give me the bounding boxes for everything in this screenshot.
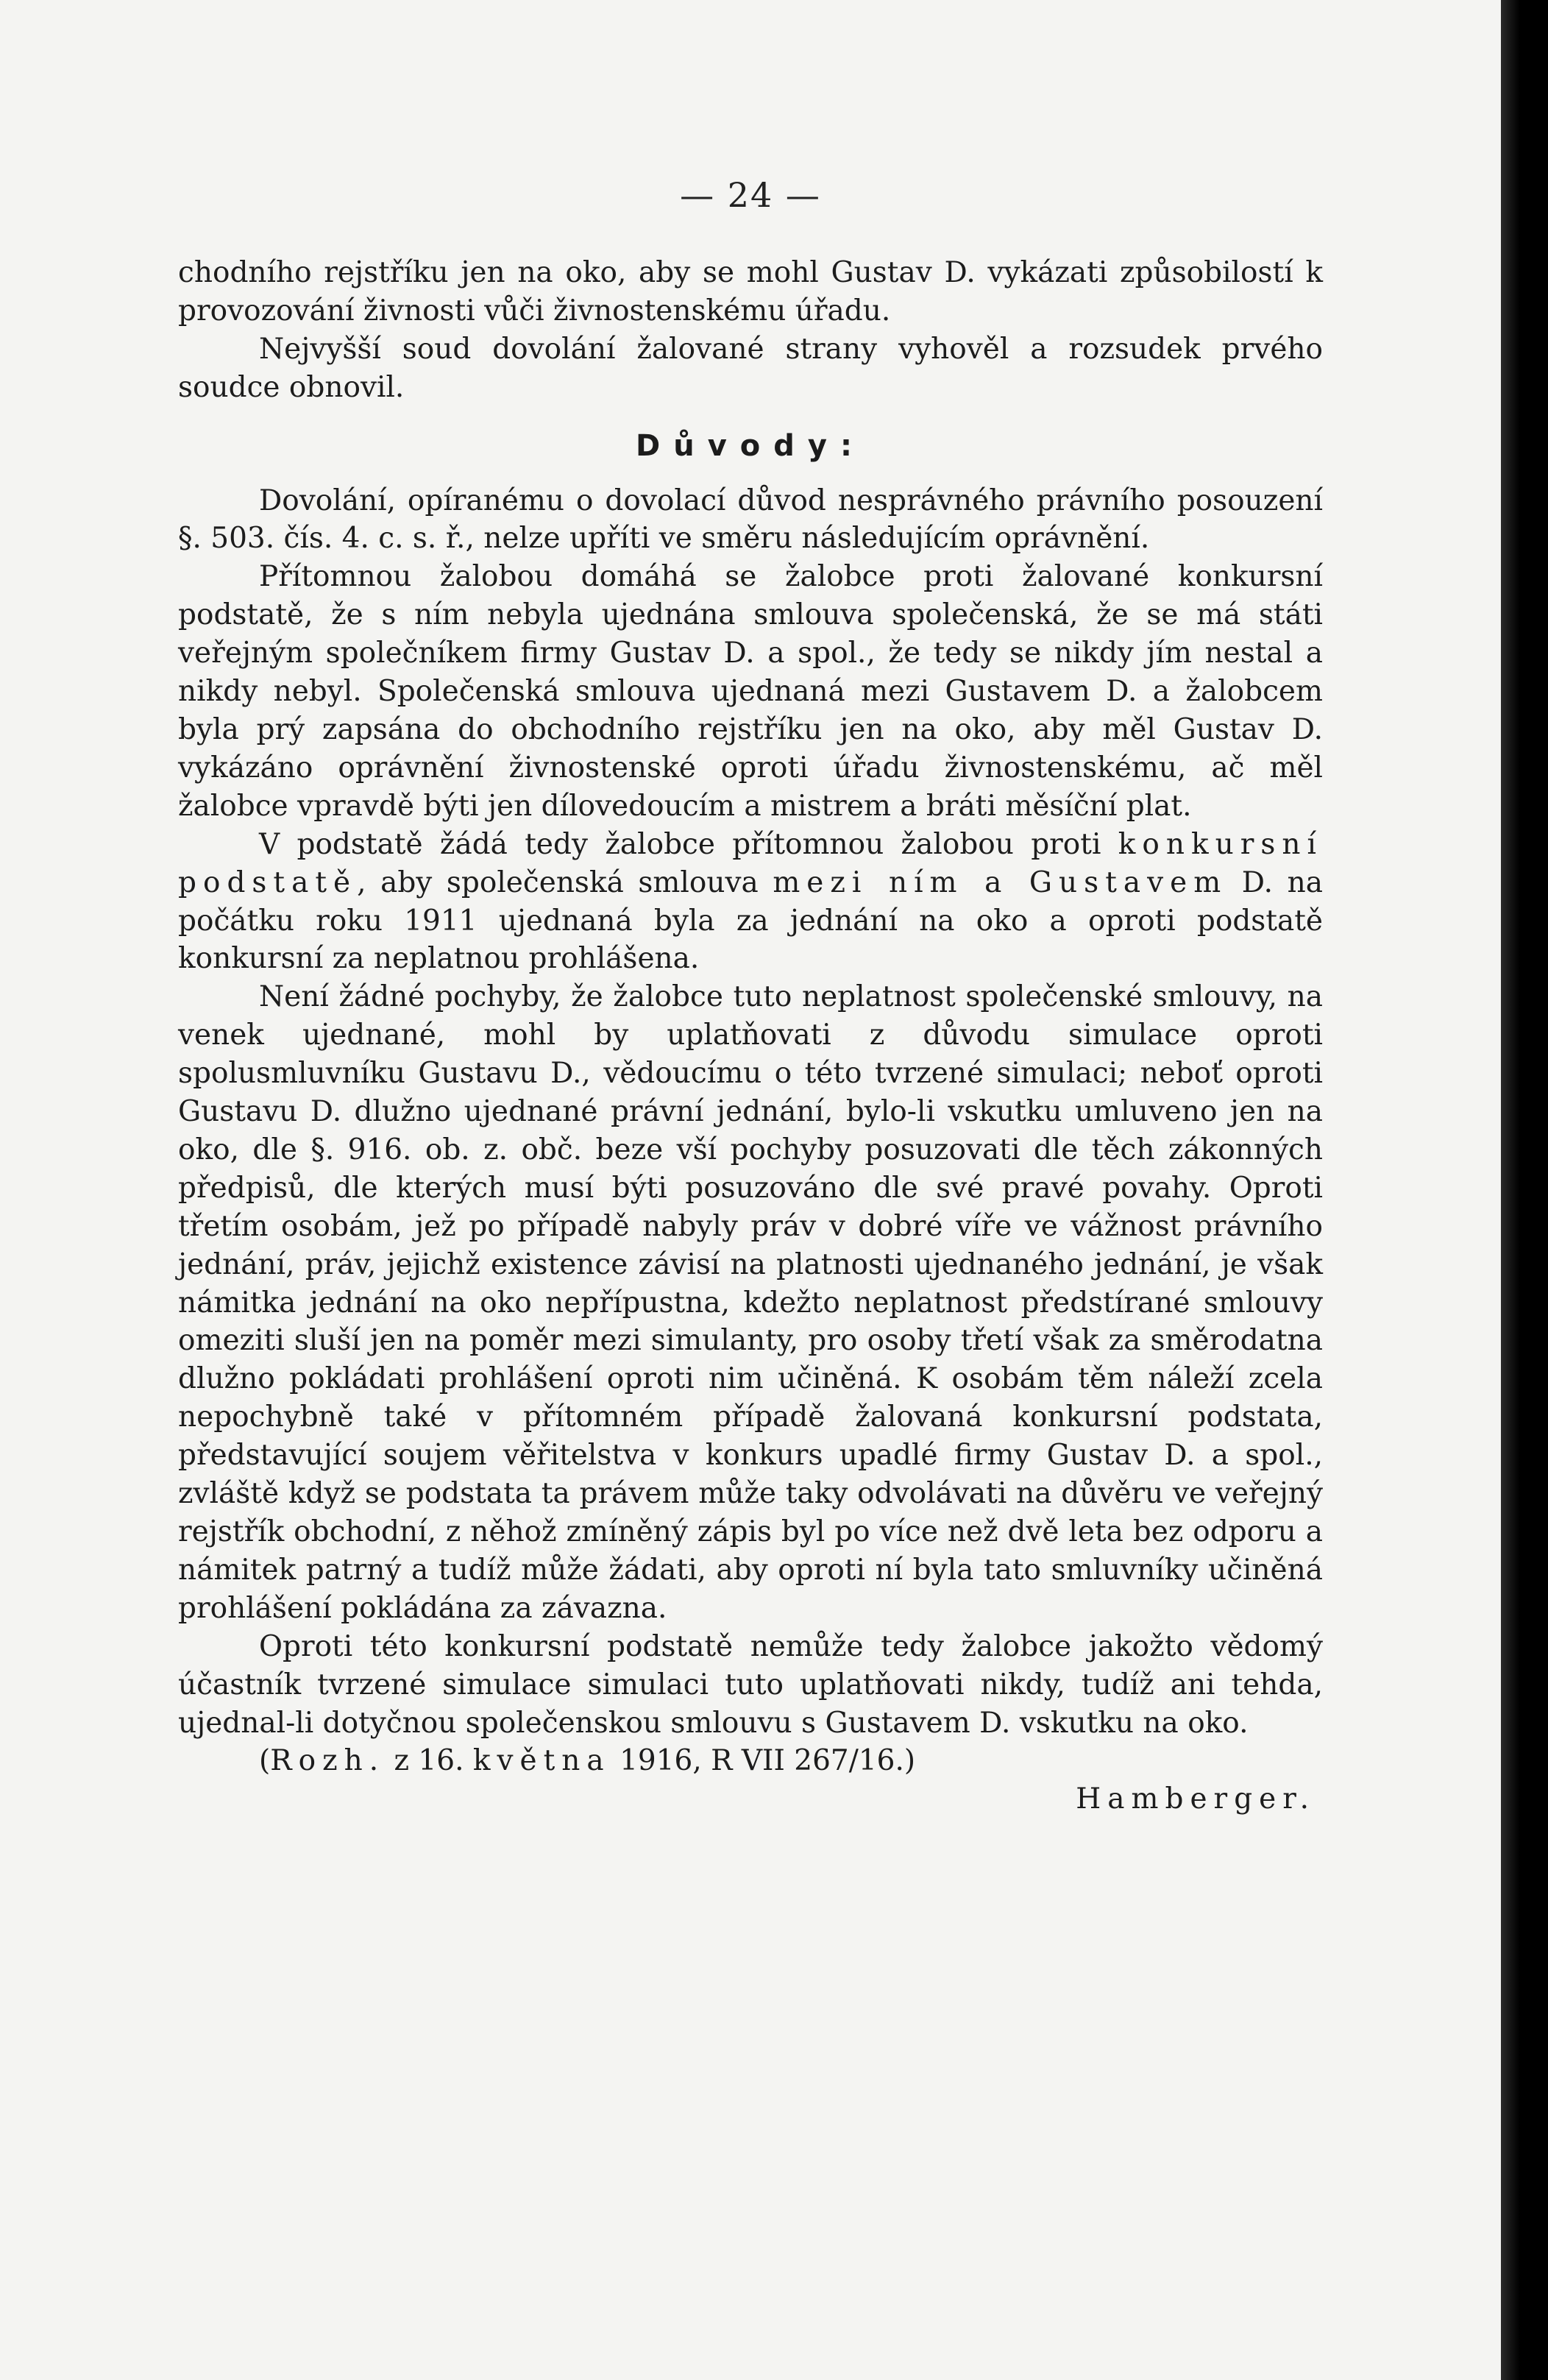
document-body <box>178 254 1323 1818</box>
text-run: z 16. <box>385 1744 473 1778</box>
text-run: , aby společenská smlouva <box>357 865 773 899</box>
paragraph-citation <box>178 1742 1323 1780</box>
spaced-text: května <box>472 1744 611 1778</box>
spaced-text: Rozh. <box>270 1744 386 1778</box>
spaced-text: konkursní podstatě <box>178 827 1323 899</box>
paragraph-grounds: Dovolání, opíranému o dovolací důvod nesprávného právního posouzení §. 503. čís. 4. c. s. ř., nelze upříti ve směru následujícím oprávnění. <box>178 484 1323 556</box>
paragraph-claim: Přítomnou žalobou domáhá se žalobce proti žalované konkursní podstatě, že s ním nebyla ujednána smlouva společenská, že se má státi veřejným společníkem firmy Gustav D. a spol., že tedy se nikdy jím nestal a nikdy nebyl. Společenská smlouva ujednaná mezi Gustavem D. a žalobcem byla prý zapsána do obchodního rejstříku jen na oko, aby měl Gustav D. vykázáno oprávnění živnostenské oproti úřadu živnostenskému, ač měl žalobce vpravdě býti jen dílovedoucím a mistrem a bráti měsíční plat. <box>178 560 1323 823</box>
scan-edge <box>1501 0 1548 2380</box>
text-run: V podstatě žádá tedy žalobce přítomnou žalobou proti <box>259 827 1118 861</box>
paragraph-conclusion: Oproti této konkursní podstatě nemůže tedy žalobce jakožto vědomý účastník tvrzené simulace simulaci tuto uplatňovati nikdy, tudíž ani tehda, ujednal-li dotyčnou společenskou smlouvu s Gustavem D. vskutku na oko. <box>178 1629 1323 1740</box>
paragraph-reasoning: Není žádné pochyby, že žalobce tuto neplatnost společenské smlouvy, na venek ujednané, mohl by uplatňovati z důvodu simulace oproti spolusmluvníku Gustavu D., vědoucímu o této tvrzené simulaci; neboť oproti Gustavu D. dlužno ujednané právní jednání, bylo-li vskutku umluveno jen na oko, dle §. 916. ob. z. obč. beze vší pochyby posuzovati dle těch zákonných předpisů, dle kterých musí býti posuzováno dle své pravé povahy. Oproti třetím osobám, jež po případě nabyly práv v dobré víře ve vážnost právního jednání, práv, jejichž existence závisí na platnosti ujednaného jednání, je však námitka jednání na oko nepřípustna, kdežto neplatnost předstírané smlouvy omeziti sluší jen na poměr mezi simulanty, pro osoby třetí však za směrodatna dlužno pokládati prohlášení oproti nim učiněná. K osobám těm náleží zcela nepochybně také v přítomném případě žalovaná konkursní podstata, představující soujem věřitelstva v konkurs upadlé firmy Gustav D. a spol., zvláště když se podstata ta právem může taky odvolávati na důvěru ve veřejný rejstřík obchodní, z něhož zmíněný zápis byl po více než dvě leta bez odporu a námitek patrný a tudíž může žádati, aby oproti ní byla tato smluvníky učiněná prohlášení pokládána za závazna. <box>178 980 1323 1625</box>
paragraph-intro: chodního rejstříku jen na oko, aby se mohl Gustav D. vykázati způsobilostí k provozování živnosti vůči živnostenskému úřadu. <box>178 256 1323 327</box>
text-run: D. na počátku roku 1911 ujednaná byla za jednání na oko a oproti podstatě konkursní za neplatnou prohlášena. <box>178 865 1323 976</box>
page-number: — 24 — <box>680 175 821 215</box>
text-run: ( <box>259 1744 271 1778</box>
paragraph-verdict: Nejvyšší soud dovolání žalované strany vyhověl a rozsudek prvého soudce obnovil. <box>178 332 1323 404</box>
spaced-text: mezi ním a Gustavem <box>773 865 1228 899</box>
signature: Hamberger. <box>1076 1782 1316 1816</box>
section-heading: Důvody: <box>636 428 865 463</box>
text-run: 1916, R VII 267/16.) <box>610 1744 916 1778</box>
paragraph-substance <box>178 826 1323 979</box>
